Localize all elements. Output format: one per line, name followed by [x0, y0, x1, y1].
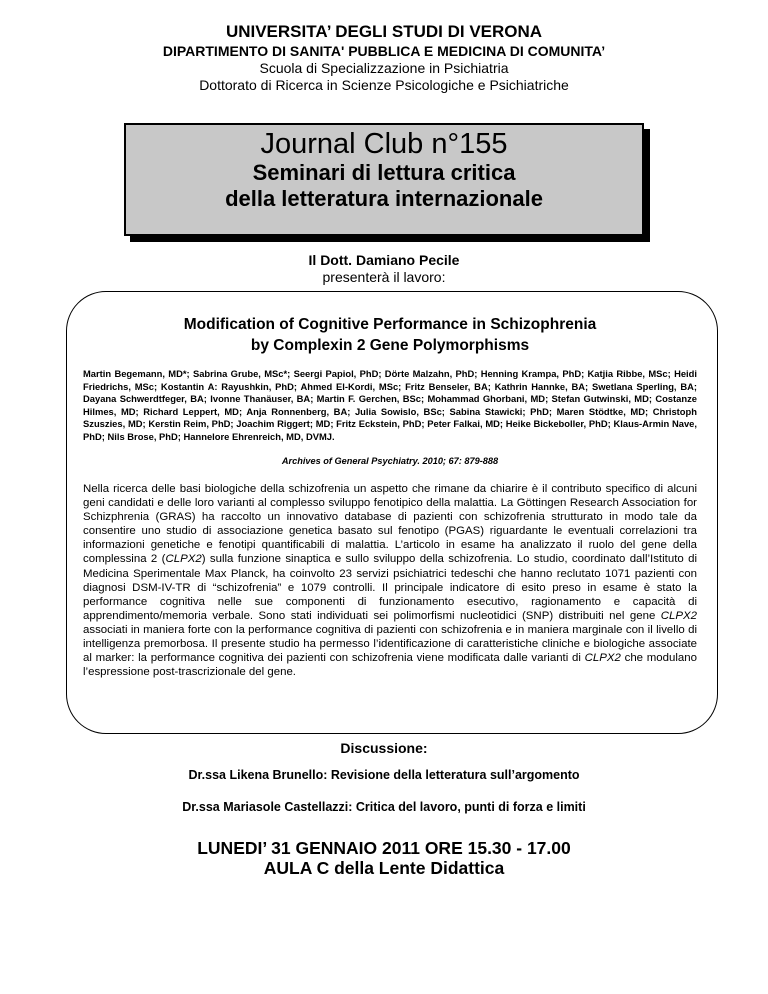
journal-club-subtitle-1: Seminari di lettura critica: [252, 160, 516, 185]
presenter-block: [0, 252, 768, 286]
discussion-heading: Discussione:: [340, 740, 428, 756]
paper-box: [66, 291, 718, 734]
abstract-part-4: che modulano l’espressione post-trascrizionale del gene.: [83, 652, 697, 679]
journal-club-title: Journal Club n°155: [260, 128, 508, 160]
paper-citation: Archives of General Psychiatry. 2010; 67: 879-888: [281, 456, 499, 466]
doctorate-name: Dottorato di Ricerca in Scienze Psicologiche e Psichiatriche: [199, 77, 569, 93]
document-header: [0, 22, 768, 94]
event-info: [0, 838, 768, 878]
gene-name: CLPX2: [584, 652, 621, 665]
paper-title-line-1: Modification of Cognitive Performance in Schizophrenia: [183, 316, 597, 333]
gene-name: CLPX2: [660, 609, 697, 622]
paper-title: [83, 314, 697, 356]
paper-authors: Martin Begemann, MD*; Sabrina Grube, MSc*; Seergi Papiol, PhD; Dörte Malzahn, PhD; Henning Krampa, PhD; Katjia Ribbe, MSc; Heidi Friedrichs, MSc; Kostantin A: Rayushkin, PhD; Ahmed El-Kordi, MSc; Fritz Benseler, BA; Kathrin Hannke, BA; Swetlana Sperling, BA; Dayana Schwerdtfeger, BA; Ivonne Thanäuser, BA; Martin F. Gerchen, BSc; Mohammad Ghorbani, MD; Stefan Gutwinski, MD; Costanze Hilmes, MD; Richard Leppert, MD; Anja Ronnenberg, BA; Julia Sowislo, BSc; Sabina Stawicki; PhD; Maren Stödtke, MD; Christoph Szuszies, MD; Kerstin Reim, PhD; Joachim Riggert; MD; Fritz Eckstein, PhD; Peter Falkai, MD; Heike Bickeboller, PhD; Klaus-Armin Nave, PhD; Nils Brose, PhD; Hannelore Ehrenreich, MD, DVMJ.: [83, 368, 697, 442]
paper-title-line-2: by Complexin 2 Gene Polymorphisms: [250, 337, 530, 354]
university-name: UNIVERSITA’ DEGLI STUDI DI VERONA: [225, 22, 543, 41]
abstract-part-1: Nella ricerca delle basi biologiche della schizofrenia un aspetto che rimane da chiarire è il contributo specifico di alcuni geni candidati e delle loro varianti al complesso sviluppo fenotipico della malattia. La Göttingen Research Association for Schizphrenia (GRAS) ha raccolto un innovativo database di pazienti con schizofrenia strutturato in modo tale da consentire uno studio di associazione genetica basato sul fenotipo (PGAS) riguardante le eventuali correlazioni tra informazioni genetiche e fenotipi quantificabili di malattia. L’articolo in esame ha analizzato il ruolo del gene della complessina 2 (: [83, 483, 697, 566]
school-name: Scuola di Specializzazione in Psichiatria: [259, 60, 509, 76]
abstract-part-3: associati in maniera forte con la performance cognitiva di pazienti con schizofrenia e in maniera marginale con il livello di intelligenza premorbosa. Il presente studio ha permesso l’identificazione di caratteristiche cliniche e biologiche associate al marker: la performance cognitiva dei pazienti con schizofrenia viene modificata dalle varianti di: [83, 623, 697, 665]
discussion-item-1: Dr.ssa Likena Brunello: Revisione della letteratura sull’argomento: [188, 768, 580, 782]
presenter-name: Il Dott. Damiano Pecile: [308, 252, 460, 268]
paper-abstract: [83, 482, 697, 679]
presenter-text: presenterà il lavoro:: [322, 269, 446, 285]
journal-club-banner: [124, 123, 644, 236]
gene-name: CLPX2: [165, 553, 202, 566]
journal-club-subtitle-2: della letteratura internazionale: [225, 186, 543, 211]
department-name: DIPARTIMENTO DI SANITA' PUBBLICA E MEDICINA DI COMUNITA’: [162, 43, 606, 59]
event-location: AULA C della Lente Didattica: [263, 858, 505, 878]
discussion-item-2: Dr.ssa Mariasole Castellazzi: Critica del lavoro, punti di forza e limiti: [182, 800, 586, 814]
abstract-part-2: ) sulla funzione sinaptica e sullo sviluppo della schizofrenia. Lo studio, coordinato dall’Istituto di Medicina Sperimentale Max Planck, ha coinvolto 23 servizi psichiatrici tedeschi che hanno reclutato 1071 pazienti con diagnosi DSM-IV-TR di “schizofrenia” e 1079 controlli. Il principale indicatore di esito preso in esame è stato la performance cognitiva nelle sue componenti di funzionamento esecutivo, ragionamento e capacità di apprendimento/memoria verbale. Sono stati individuati sei polimorfismi nucleotidici (SNP) distribuiti nel gene: [83, 553, 697, 622]
event-date-time: LUNEDI’ 31 GENNAIO 2011 ORE 15.30 - 17.00: [197, 838, 571, 858]
